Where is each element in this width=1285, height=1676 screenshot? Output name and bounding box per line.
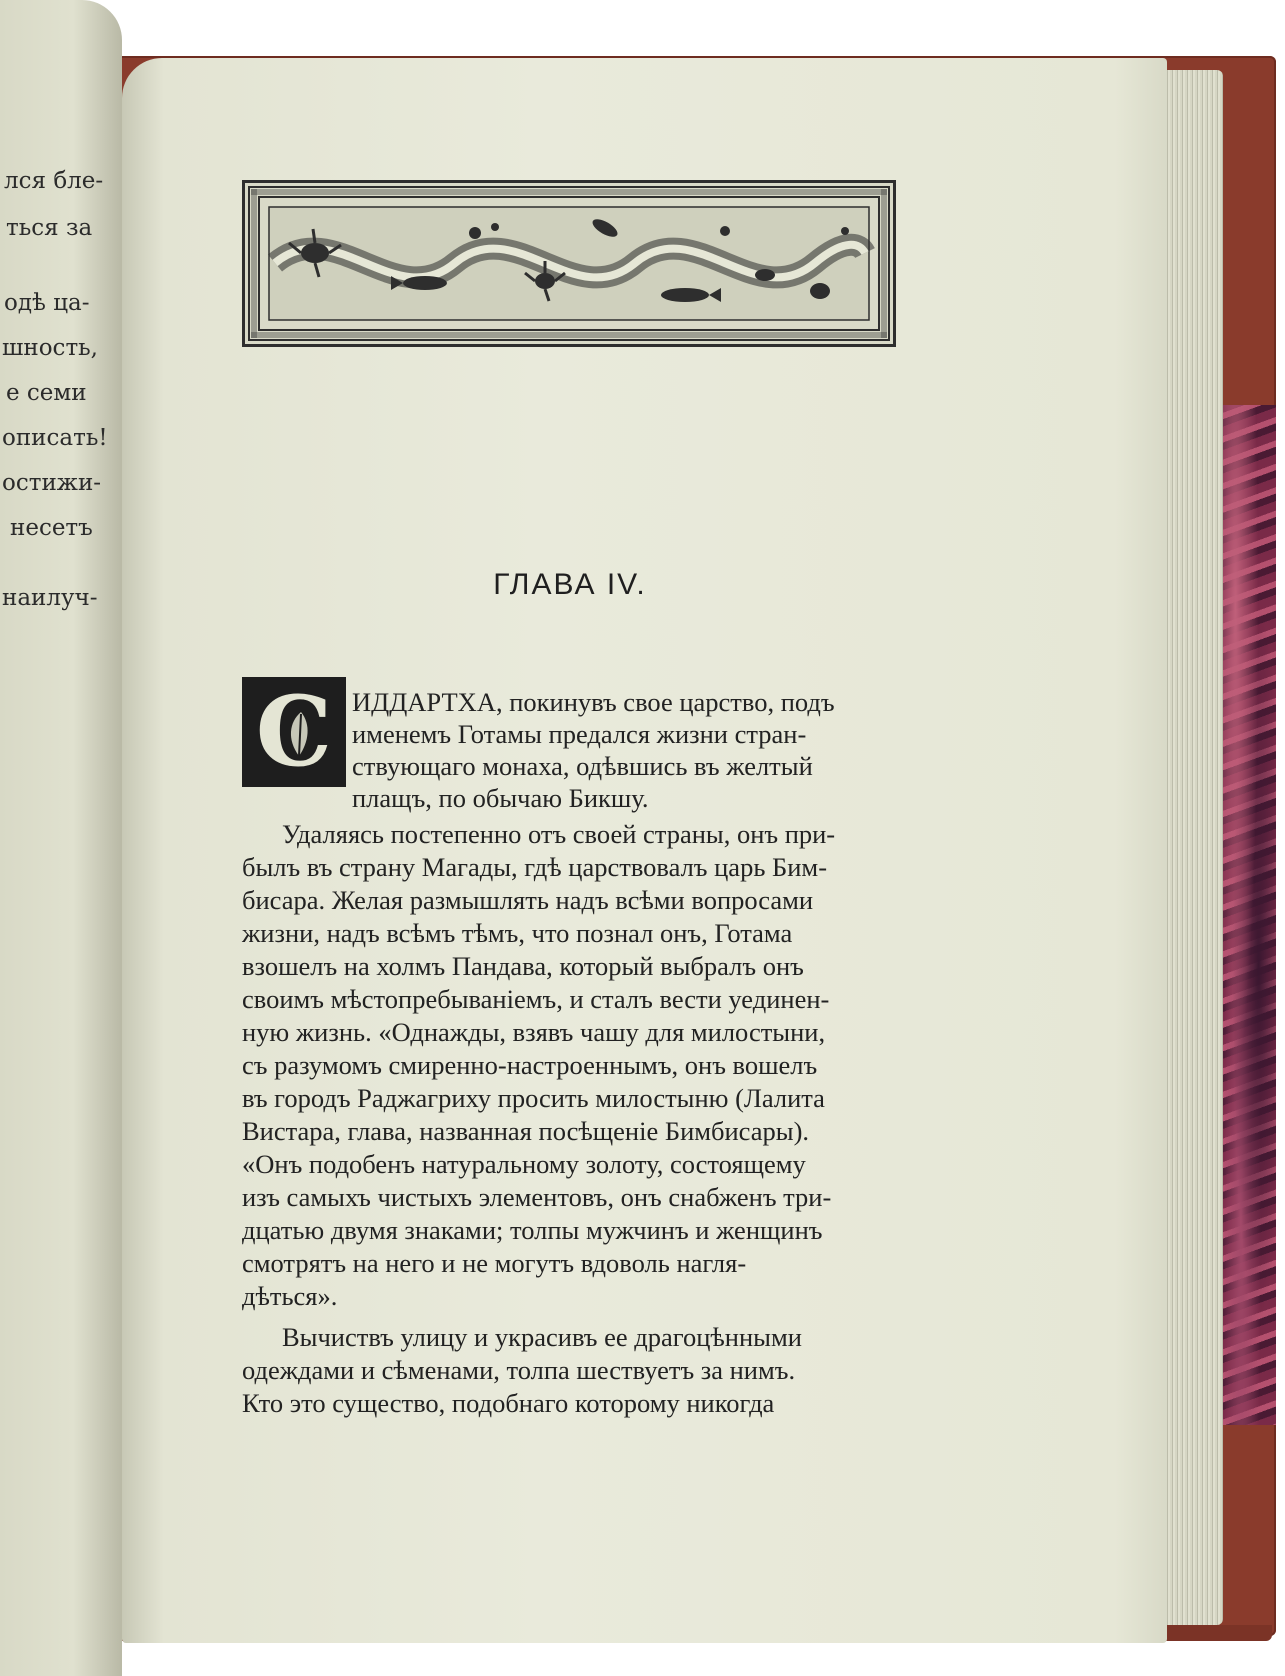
left-page-line: описать! bbox=[2, 425, 108, 451]
drop-cap-letter: С bbox=[255, 675, 333, 788]
left-page-line: несетъ bbox=[10, 515, 93, 541]
marbled-endpaper bbox=[1218, 405, 1276, 1425]
chapter-title: ГЛАВА IV. bbox=[493, 568, 647, 601]
headpiece-illustration bbox=[245, 183, 893, 344]
ornamental-headpiece bbox=[242, 180, 896, 347]
text-line: изъ самыхъ чистыхъ элементовъ, онъ снабженъ три- bbox=[242, 1182, 832, 1212]
text-line: смотрятъ на него и не могутъ вдоволь нагля- bbox=[242, 1248, 747, 1278]
text-line: Вычиствъ улицу и украсивъ ее драгоцѣнными bbox=[282, 1322, 802, 1352]
text-line: дѣться». bbox=[242, 1281, 338, 1311]
text-line: жизни, надъ всѣмъ тѣмъ, что познал онъ, Готама bbox=[242, 918, 793, 948]
text-line: одеждами и сѣменами, толпа шествуетъ за нимъ. bbox=[242, 1355, 796, 1385]
page-block-edges bbox=[1165, 70, 1223, 1625]
left-page bbox=[0, 0, 122, 1676]
text-line: бисара. Желая размышлять надъ всѣми вопросами bbox=[242, 885, 814, 915]
left-page-line: лся бле- bbox=[4, 168, 104, 194]
text-line: съ разумомъ смиренно-настроеннымъ, онъ вошелъ bbox=[242, 1050, 818, 1080]
text-line: Вистара, глава, названная посѣщеніе Бимбисары). bbox=[242, 1116, 810, 1146]
text-line: былъ въ страну Магады, гдѣ царствовалъ царь Бим- bbox=[242, 852, 828, 882]
text-line: Кто это существо, подобнаго которому никогда bbox=[242, 1388, 775, 1418]
text-line: «Онъ подобенъ натуральному золоту, состоящему bbox=[242, 1149, 806, 1179]
text-line: плащъ, по обычаю Бикшу. bbox=[352, 783, 649, 813]
drop-cap bbox=[242, 677, 346, 787]
text-line: дцатью двумя знаками; толпы мужчинъ и женщинъ bbox=[242, 1215, 823, 1245]
left-page-line: наилуч- bbox=[2, 585, 98, 611]
text-line: своимъ мѣстопребываніемъ, и сталъ вести уединен- bbox=[242, 984, 830, 1014]
text-line: именемъ Готамы предался жизни стран- bbox=[352, 719, 807, 749]
text-line: Удаляясь постепенно отъ своей страны, онъ при- bbox=[282, 819, 836, 849]
text-line: въ городъ Раджагриху просить милостыню (Лалита bbox=[242, 1083, 825, 1113]
text-line: взошелъ на холмъ Пандава, который выбралъ онъ bbox=[242, 951, 804, 981]
left-page-line: ться за bbox=[6, 215, 93, 241]
left-page-line: е семи bbox=[6, 380, 87, 406]
text-line: ИДДАРТХА, покинувъ свое царство, подъ bbox=[352, 687, 835, 717]
left-page-line: остижи- bbox=[2, 470, 102, 496]
text-line: ствующаго монаха, одѣвшись въ желтый bbox=[352, 751, 813, 781]
text-line: ную жизнь. «Однажды, взявъ чашу для милостыни, bbox=[242, 1017, 826, 1047]
left-page-line: одѣ ца- bbox=[4, 290, 90, 316]
left-page-line: шность, bbox=[2, 335, 98, 361]
